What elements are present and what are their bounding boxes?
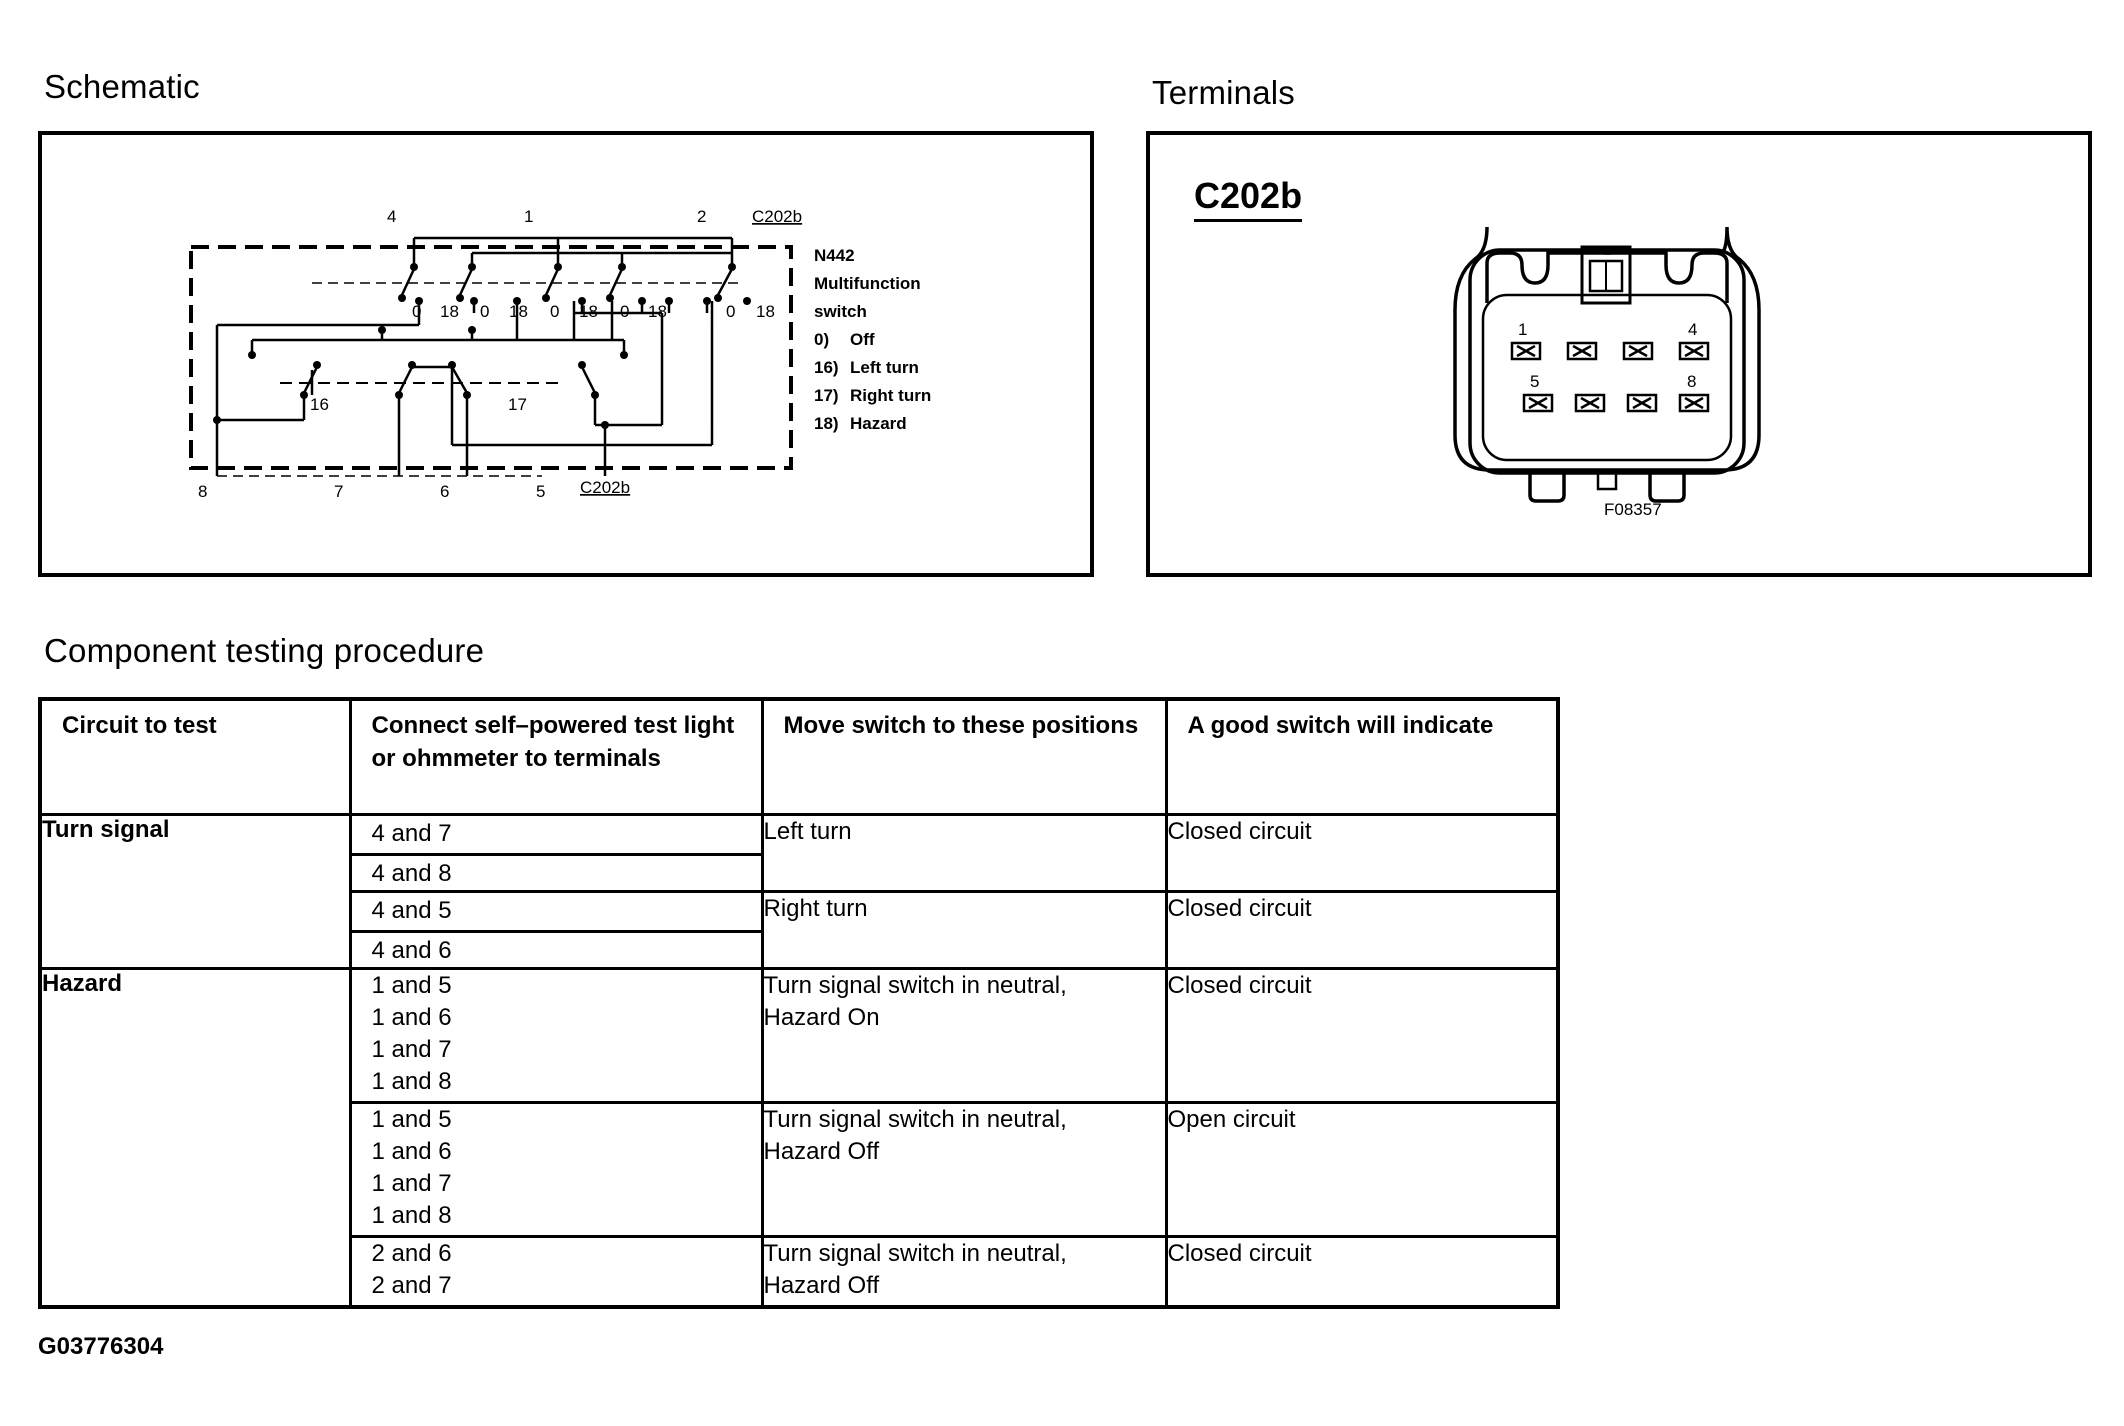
header-indication: A good switch will indicate [1166, 699, 1558, 814]
terminal-pair: 1 and 5 [371, 1105, 452, 1133]
legend-code: 18) [814, 414, 839, 433]
switch-position: Right turn [762, 891, 1166, 968]
legend-code: 16) [814, 358, 839, 377]
schematic-title: Schematic [44, 68, 200, 105]
terminal-pair: 4 and 8 [352, 853, 761, 890]
terminals-panel [1146, 131, 2092, 577]
legend-code: 17) [814, 386, 839, 405]
position-mark: 18 [648, 302, 667, 321]
terminal-pairs [350, 1236, 762, 1307]
terminal-cavity [1568, 343, 1596, 359]
connector-label-top: C202b [752, 207, 803, 226]
terminal-pair: 4 and 5 [371, 896, 452, 924]
circuit-hazard: Hazard [40, 968, 350, 1307]
bottom-pin-label: 5 [536, 482, 546, 501]
legend-label: Left turn [850, 358, 919, 377]
terminal-pairs [350, 968, 762, 1102]
switch-position-line: Turn signal switch in neutral, [763, 1105, 1067, 1133]
switch-position [762, 1102, 1166, 1236]
group-label-16: 16 [310, 395, 329, 414]
terminal-pair: 1 and 7 [371, 1169, 452, 1197]
terminal-pin-label: 5 [1530, 372, 1540, 391]
position-mark: 18 [509, 302, 528, 321]
expected-result: Open circuit [1166, 1102, 1558, 1236]
legend-component-name: Multifunction [814, 274, 921, 293]
terminal-pair: 1 and 7 [371, 1035, 452, 1063]
terminal-pair: 4 and 6 [352, 930, 761, 967]
bottom-pin-label: 6 [440, 482, 450, 501]
table-row [40, 814, 1558, 891]
switch-position [762, 1236, 1166, 1307]
terminal-cavity [1628, 395, 1656, 411]
figure-code: F08357 [1604, 500, 1662, 519]
table-row [40, 968, 1558, 1102]
position-mark: 18 [579, 302, 598, 321]
terminal-pairs [350, 814, 762, 891]
group-label-17: 17 [508, 395, 527, 414]
position-mark: 18 [756, 302, 775, 321]
terminals-title: Terminals [1152, 74, 1296, 111]
legend-label: Hazard [850, 414, 907, 433]
terminal-pair: 1 and 5 [371, 971, 452, 999]
table-header-row [40, 699, 1558, 814]
header-circuit: Circuit to test [40, 699, 350, 814]
terminal-cavity [1524, 395, 1552, 411]
terminal-pair: 1 and 6 [371, 1137, 452, 1165]
terminal-pair: 1 and 6 [371, 1003, 452, 1031]
header-terminals: Connect self–powered test light or ohmmeter to terminals [350, 699, 762, 814]
legend-component-name: switch [814, 302, 867, 321]
connector-face-diagram [1150, 135, 2088, 573]
terminal-pin-label: 1 [1518, 320, 1528, 339]
position-mark: 18 [440, 302, 459, 321]
header-positions: Move switch to these positions [762, 699, 1166, 814]
expected-result: Closed circuit [1166, 814, 1558, 891]
terminal-pair: 4 and 7 [371, 819, 452, 847]
terminal-cavity [1680, 395, 1708, 411]
legend-label: Off [850, 330, 875, 349]
bottom-pin-label: 7 [334, 482, 344, 501]
switch-position-line: Hazard Off [763, 1271, 880, 1299]
connector-label-bottom: C202b [580, 478, 631, 497]
terminal-pairs [350, 891, 762, 968]
switch-position-line: Turn signal switch in neutral, [763, 971, 1067, 999]
switch-position [762, 968, 1166, 1102]
switch-position: Left turn [762, 814, 1166, 891]
terminal-cavity [1624, 343, 1652, 359]
top-pin-label: 1 [524, 207, 534, 226]
terminal-pin-label: 8 [1687, 372, 1697, 391]
position-mark: 0 [550, 302, 560, 321]
switch-position-line: Hazard On [763, 1003, 880, 1031]
terminal-pairs [350, 1102, 762, 1236]
expected-result: Closed circuit [1166, 891, 1558, 968]
position-mark: 0 [412, 302, 422, 321]
expected-result: Closed circuit [1166, 1236, 1558, 1307]
schematic-diagram [42, 135, 1090, 573]
connector-name: C202b [1194, 175, 1302, 222]
bottom-pin-label: 8 [198, 482, 208, 501]
terminal-cavity [1680, 343, 1708, 359]
terminal-pin-label: 4 [1688, 320, 1698, 339]
procedure-table [38, 697, 1560, 1309]
switch-position-line: Hazard Off [763, 1137, 880, 1165]
legend-code: 0) [814, 330, 830, 349]
figure-id: G03776304 [38, 1333, 164, 1360]
top-pin-label: 4 [387, 207, 397, 226]
position-mark: 0 [726, 302, 736, 321]
terminal-pair: 1 and 8 [371, 1067, 452, 1095]
top-pin-label: 2 [697, 207, 707, 226]
switch-position-line: Turn signal switch in neutral, [763, 1239, 1067, 1267]
terminal-pair: 1 and 8 [371, 1201, 452, 1229]
circuit-turn-signal: Turn signal [40, 814, 350, 968]
terminal-pair: 2 and 6 [371, 1239, 452, 1267]
expected-result: Closed circuit [1166, 968, 1558, 1102]
legend-label: Right turn [850, 386, 932, 405]
position-mark: 0 [480, 302, 490, 321]
terminal-cavity [1512, 343, 1540, 359]
position-mark: 0 [620, 302, 630, 321]
legend-component-id: N442 [814, 246, 855, 265]
procedure-title: Component testing procedure [44, 632, 485, 669]
terminal-pair: 2 and 7 [371, 1271, 452, 1299]
schematic-panel [38, 131, 1094, 577]
terminal-cavity [1576, 395, 1604, 411]
